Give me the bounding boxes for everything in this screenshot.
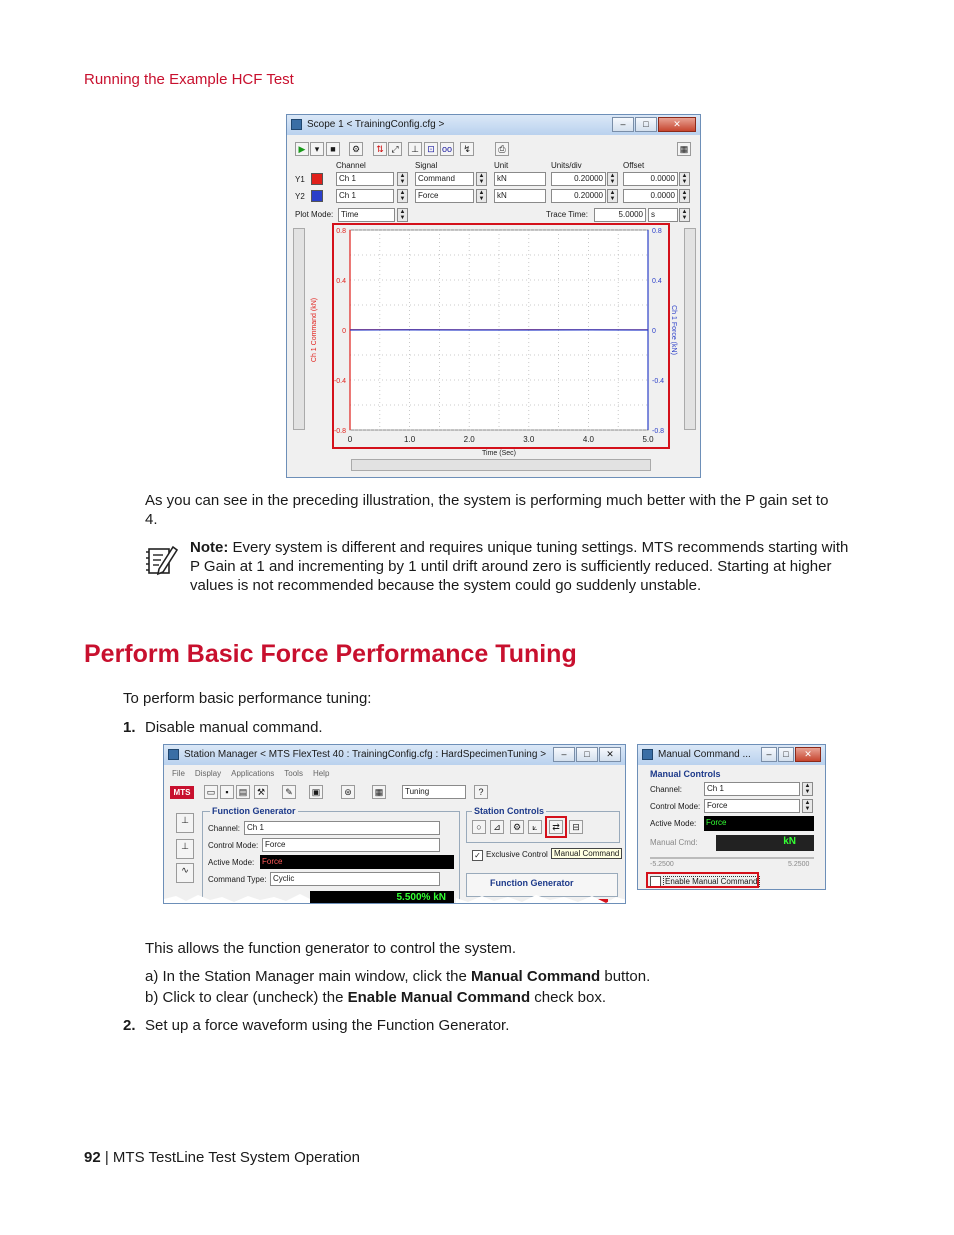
substep-a-suffix: button. — [600, 968, 651, 985]
y-tick-left: 0.8 — [336, 228, 346, 235]
y-tick-right: 0.8 — [652, 228, 662, 235]
note-body: Every system is different and requires unique tuning settings. MTS recommends starting with P Gain at 1 and incrementing by 1 until drift around zero is sufficiently reduced. Starting at higher values is not recommended because the system could go suddenly unstable. — [190, 539, 849, 594]
monitor-icon[interactable]: ▣ — [309, 785, 323, 799]
y1-unit-select[interactable]: kN — [494, 172, 546, 186]
step-2-text: Set up a force waveform using the Function Generator. — [145, 1017, 510, 1034]
mc-max-label: 5.2500 — [788, 861, 810, 868]
fg-readout-value: 5.500% — [396, 892, 431, 903]
y2-units-div-field[interactable]: 0.20000 — [551, 189, 606, 203]
actuator-icon[interactable]: ⊥ — [176, 813, 194, 833]
substep-b — [145, 988, 606, 1007]
right-scrollbar[interactable] — [684, 228, 696, 430]
export-icon[interactable]: ▦ — [677, 142, 691, 156]
plot-mode-spinner[interactable]: ▲ ▼ — [397, 208, 408, 222]
col-unit: Unit — [494, 161, 509, 170]
interlock-icon[interactable]: ○ — [472, 820, 486, 834]
manual-command-icon[interactable]: ⇄ — [549, 820, 563, 834]
scope-titlebar — [287, 115, 700, 135]
y-tick-left: 0.4 — [336, 278, 346, 285]
scope-app-icon — [291, 119, 302, 130]
x-tick: 5.0 — [642, 435, 654, 444]
y-tick-right: -0.8 — [652, 428, 665, 435]
actuator-2-icon[interactable]: ⊥ — [176, 839, 194, 859]
menu-tools[interactable]: Tools — [284, 769, 303, 778]
substep-a-bold: Manual Command — [471, 968, 601, 985]
col-signal: Signal — [415, 161, 438, 170]
print-icon[interactable]: ⎙ — [495, 142, 509, 156]
y2-offset-spinner[interactable]: ▲ ▼ — [679, 189, 690, 203]
program-icon[interactable]: ⟀ — [528, 820, 542, 834]
y1-channel-select[interactable]: Ch 1 — [336, 172, 394, 186]
tool-icon[interactable]: ✎ — [282, 785, 296, 799]
y2-units-div-spinner[interactable]: ▲ ▼ — [607, 189, 618, 203]
y1-label: Y1 — [295, 175, 305, 184]
function-generator-button-label: Function Generator — [490, 878, 574, 888]
station-app-icon — [168, 749, 179, 760]
footer-sep: | — [100, 1149, 113, 1166]
fg-control-mode-label: Control Mode: — [208, 841, 259, 850]
col-units-div: Units/div — [551, 161, 582, 170]
running-header: Running the Example HCF Test — [84, 71, 294, 88]
mc-min-label: -5.2500 — [650, 861, 674, 868]
fg-command-type-label: Command Type: — [208, 875, 267, 884]
x-axis-label: Time (Sec) — [482, 450, 516, 457]
y-tick-right: 0 — [652, 328, 656, 335]
fg-readout-unit: kN — [433, 892, 446, 903]
reset-icon[interactable]: ⊿ — [490, 820, 504, 834]
manual-maximize-button[interactable]: □ — [778, 747, 794, 762]
substep-b-suffix: check box. — [530, 989, 606, 1006]
intro-text: To perform basic performance tuning: — [123, 690, 372, 707]
station-controls-title: Station Controls — [474, 806, 544, 816]
mc-manual-cmd-label: Manual Cmd: — [650, 838, 698, 847]
substep-a-prefix: a) In the Station Manager main window, click the — [145, 968, 472, 985]
exclusive-checkbox[interactable]: ✓ — [472, 850, 483, 861]
marker-icon[interactable]: ⊡ — [424, 142, 438, 156]
step-1-text: Disable manual command. — [145, 719, 323, 736]
paragraph-2: This allows the function generator to control the system. — [145, 940, 517, 957]
auto-scale-icon[interactable]: ⤢ — [388, 142, 402, 156]
manual-close-button[interactable]: ✕ — [795, 747, 821, 762]
scope-title: Scope 1 < TrainingConfig.cfg > — [307, 119, 445, 130]
y2-unit-select[interactable]: kN — [494, 189, 546, 203]
enable-manual-command-label: Enable Manual Command — [665, 877, 758, 886]
fg-channel-label: Channel: — [208, 824, 241, 833]
y2-label: Y2 — [295, 192, 305, 201]
trace-time-field[interactable]: 5.0000 — [594, 208, 646, 222]
mc-control-mode-spinner[interactable]: ▲ ▼ — [802, 799, 813, 813]
x-tick: 0 — [347, 435, 353, 444]
menu-help[interactable]: Help — [312, 769, 330, 778]
y-axis-label-right: Ch 1 Force (kN) — [670, 305, 677, 355]
overlay-icon[interactable]: oo — [441, 144, 452, 154]
paragraph-1: As you can see in the preceding illustration, the system is performing much better with the P gain set to 4. — [145, 492, 829, 528]
col-channel: Channel — [336, 161, 366, 170]
trace-time-spinner[interactable]: ▲ ▼ — [679, 208, 690, 222]
y1-offset-field[interactable]: 0.0000 — [623, 172, 678, 186]
y1-units-div-spinner[interactable]: ▲ ▼ — [607, 172, 618, 186]
plot-mode-label: Plot Mode: — [295, 210, 334, 219]
y2-offset-field[interactable]: 0.0000 — [623, 189, 678, 203]
mc-control-mode-select[interactable]: Force — [704, 799, 800, 813]
help-icon[interactable]: ? — [474, 785, 488, 799]
y-tick-right: -0.4 — [652, 378, 665, 385]
stop-icon[interactable]: ■ — [326, 142, 340, 156]
x-tick: 3.0 — [523, 435, 535, 444]
station-maximize-button[interactable]: □ — [576, 747, 598, 762]
trace-icon[interactable]: ↯ — [460, 142, 474, 156]
exclusive-label: Exclusive Control — [486, 850, 548, 859]
substep-a — [145, 967, 650, 986]
manual-titlebar — [638, 745, 825, 765]
detector-icon[interactable]: ⊟ — [569, 820, 583, 834]
manual-app-icon — [642, 749, 653, 760]
scale-icon[interactable]: ⇅ — [373, 142, 387, 156]
function-generator-title: Function Generator — [212, 806, 296, 816]
note-text — [190, 538, 850, 595]
step-1-number: 1. — [123, 719, 136, 736]
new-icon[interactable]: ▤ — [236, 785, 250, 799]
menu-display[interactable]: Display — [194, 769, 222, 778]
cursor-icon[interactable]: ⊥ — [408, 142, 422, 156]
mc-channel-spinner[interactable]: ▲ ▼ — [802, 782, 813, 796]
play-icon[interactable]: ▶ — [295, 142, 309, 156]
close-button[interactable]: ✕ — [658, 117, 696, 132]
trace-unit-select[interactable]: s — [648, 208, 678, 222]
x-tick: 1.0 — [404, 435, 416, 444]
mts-logo: MTS — [170, 786, 194, 799]
y1-color-swatch[interactable] — [311, 173, 323, 185]
manual-title: Manual Command ... — [658, 749, 751, 760]
note-pencil-icon — [145, 543, 179, 577]
y1-signal-select[interactable]: Command — [415, 172, 474, 186]
mc-control-mode-label: Control Mode: — [650, 802, 701, 811]
power-icon[interactable]: ⊛ — [341, 785, 355, 799]
footer-title: MTS TestLine Test System Operation — [112, 1149, 360, 1166]
y2-channel-spinner[interactable]: ▲ ▼ — [397, 189, 408, 203]
enable-manual-command-highlight — [646, 872, 759, 888]
manual-command-tooltip: Manual Command — [551, 848, 622, 859]
save-icon[interactable]: ▪ — [220, 785, 234, 799]
y-axis-label-left: Ch 1 Command (kN) — [311, 297, 318, 363]
mc-active-mode-value: Force — [704, 816, 814, 831]
plot-mode-select[interactable]: Time — [338, 208, 395, 222]
menu-bar — [172, 769, 329, 778]
substep-b-bold: Enable Manual Command — [347, 989, 531, 1006]
torn-edge — [164, 891, 626, 904]
station-title: Station Manager < MTS FlexTest 40 : TrainingConfig.cfg : HardSpecimenTuning > — [184, 749, 547, 760]
y1-offset-spinner[interactable]: ▲ ▼ — [679, 172, 690, 186]
manual-minimize-button[interactable]: – — [761, 747, 777, 762]
mc-readout — [716, 835, 814, 851]
y-tick-left: 0 — [342, 328, 346, 335]
y-tick-left: -0.8 — [333, 428, 346, 435]
chart-highlight-box — [332, 223, 670, 449]
bottom-scrollbar[interactable] — [351, 459, 651, 471]
maximize-button[interactable]: □ — [635, 117, 657, 132]
mc-readout-unit: kN — [783, 836, 796, 847]
settings-icon[interactable]: ⚙ — [349, 142, 363, 156]
col-offset: Offset — [623, 161, 645, 170]
mc-channel-label: Channel: — [650, 785, 683, 794]
config-icon[interactable]: ⚒ — [254, 785, 268, 799]
fg-control-mode-select[interactable]: Force — [262, 838, 440, 852]
station-manager-window — [163, 744, 626, 904]
y1-signal-spinner[interactable]: ▲ ▼ — [476, 172, 487, 186]
mode-select[interactable]: Tuning — [402, 785, 466, 799]
fg-active-mode-label: Active Mode: — [208, 858, 255, 867]
x-tick: 2.0 — [463, 435, 475, 444]
page-number: 92 — [84, 1149, 101, 1166]
step-2-number: 2. — [123, 1017, 136, 1034]
menu-file[interactable]: File — [172, 769, 185, 778]
manual-controls-title: Manual Controls — [650, 769, 721, 779]
substep-b-prefix: b) Click to clear (uncheck) the — [145, 989, 348, 1006]
signal-icon[interactable]: ∿ — [176, 863, 194, 883]
display-icon[interactable]: ▦ — [372, 785, 386, 799]
y2-channel-select[interactable]: Ch 1 — [336, 189, 394, 203]
scope-window — [286, 114, 701, 478]
station-titlebar — [164, 745, 625, 765]
fg-active-mode-value: Force — [260, 855, 454, 869]
fg-command-type-select[interactable]: Cyclic — [270, 872, 440, 886]
section-heading: Perform Basic Force Performance Tuning — [84, 640, 577, 668]
trace-time-label: Trace Time: — [546, 210, 588, 219]
station-close-button[interactable]: ✕ — [599, 747, 621, 762]
menu-applications[interactable]: Applications — [231, 769, 275, 778]
mc-active-mode-label: Active Mode: — [650, 819, 697, 828]
y1-channel-spinner[interactable]: ▲ ▼ — [397, 172, 408, 186]
manual-command-highlight — [545, 816, 567, 838]
play-menu-icon[interactable]: ▾ — [310, 142, 324, 156]
manual-command-window — [637, 744, 826, 890]
y2-color-swatch[interactable] — [311, 190, 323, 202]
y-tick-left: -0.4 — [333, 378, 346, 385]
y2-signal-spinner[interactable]: ▲ ▼ — [476, 189, 487, 203]
y1-units-div-field[interactable]: 0.20000 — [551, 172, 606, 186]
station-minimize-button[interactable]: – — [553, 747, 575, 762]
note-label: Note: — [190, 539, 229, 556]
footer — [84, 1149, 360, 1166]
y2-signal-select[interactable]: Force — [415, 189, 474, 203]
open-icon[interactable]: ▭ — [204, 785, 218, 799]
mc-channel-select[interactable]: Ch 1 — [704, 782, 800, 796]
mc-slider[interactable] — [650, 857, 814, 859]
x-tick: 4.0 — [582, 435, 594, 444]
minimize-button[interactable]: – — [612, 117, 634, 132]
fg-channel-select[interactable]: Ch 1 — [244, 821, 440, 835]
hpu-icon[interactable]: ⚙ — [510, 820, 524, 834]
y-tick-right: 0.4 — [652, 278, 662, 285]
